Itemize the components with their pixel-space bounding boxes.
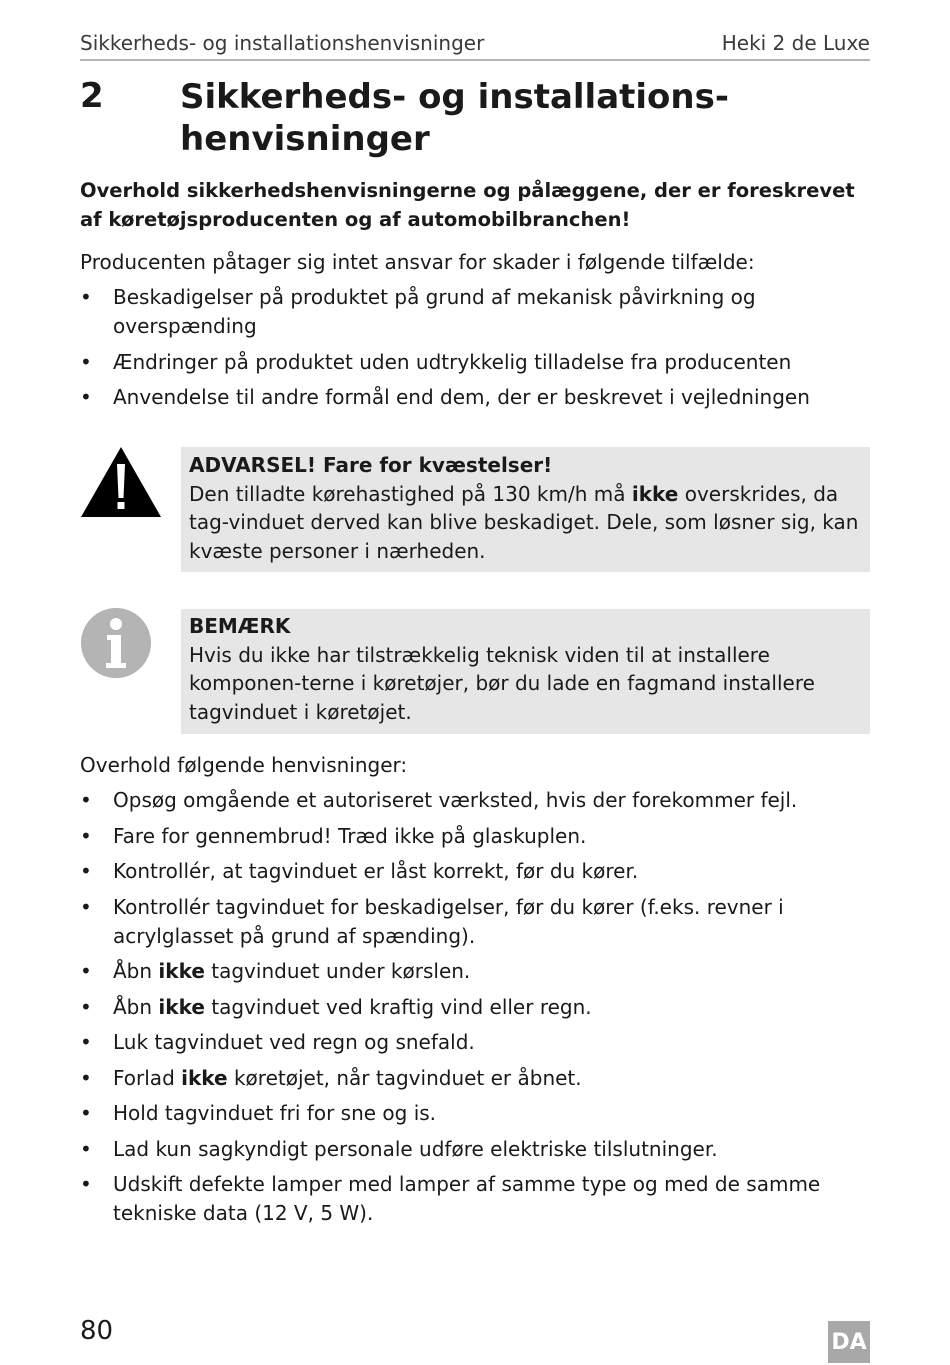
list-item: • Forlad ikke køretøjet, når tagvinduet er åbnet. (80, 1064, 875, 1093)
list-item: • Åbn ikke tagvinduet under kørslen. (80, 957, 875, 986)
lead-instruction: Overhold sikkerhedshenvisningerne og pålæggene, der er foreskrevet af køretøjsproducenten og af automobilbranchen! (80, 179, 855, 231)
list-item: • Åbn ikke tagvinduet ved kraftig vind eller regn. (80, 993, 875, 1022)
bullet: • (80, 894, 92, 919)
warning-box (181, 447, 870, 572)
section-title-line-2: henvisninger (180, 119, 430, 159)
bullet: • (80, 959, 92, 983)
list-item: • Anvendelse til andre formål end dem, der er beskrevet i vejledningen (80, 383, 875, 412)
warning-title: ADVARSEL! Fare for kvæstelser! (189, 453, 553, 477)
bullet: • (80, 349, 92, 374)
bullet: • (80, 1136, 92, 1161)
list-item: • Lad kun sagkyndigt personale udføre elektriske tilslutninger. (80, 1135, 875, 1164)
bullet: • (80, 385, 92, 409)
bullet: • (80, 1065, 92, 1090)
list-item: • Fare for gennembrud! Træd ikke på glaskuplen. (80, 822, 875, 851)
info-icon (80, 607, 152, 679)
bullet: • (80, 994, 92, 1019)
list-item: • Ændringer på produktet uden udtrykkelig tilladelse fra producenten (80, 348, 875, 377)
warning-text: Den tilladte kørehastighed på 130 km/h må ikke overskrides, da tag-vinduet derved kan blive beskadiget. Dele, som løsner sig, kan kvæste personer i nærheden. (189, 481, 859, 563)
section-title (180, 76, 820, 160)
page-number: 80 (80, 1316, 114, 1346)
list-item: • Luk tagvinduet ved regn og snefald. (80, 1028, 875, 1057)
note-box (181, 609, 870, 734)
list-item: • Kontrollér tagvinduet for beskadigelser, før du kører (f.eks. revner i acrylglasset på grund af spænding). (80, 894, 784, 948)
bullet: • (80, 1101, 92, 1125)
note-title: BEMÆRK (189, 614, 291, 638)
page-header (80, 29, 870, 61)
instructions-intro: Overhold følgende henvisninger: (80, 753, 408, 777)
bullet: • (80, 1172, 92, 1196)
bullet: • (80, 285, 92, 309)
section-title-line-1: Sikkerheds- og installations- (180, 77, 729, 117)
instructions-list (80, 786, 875, 1235)
note-text: Hvis du ikke har tilstrækkelig teknisk viden til at installere komponen-terne i køretøjer, bør du lade en fagmand installere tagvinduet i køretøjet. (189, 642, 815, 724)
list-item: • Kontrollér, at tagvinduet er låst korrekt, før du kører. (80, 857, 875, 886)
header-section-title: Sikkerheds- og installationshenvisninger (80, 31, 485, 55)
list-item: • Udskift defekte lamper med lamper af samme type og med de samme tekniske data (12 V, 5 W). (80, 1172, 821, 1225)
list-item: • Beskadigelser på produktet på grund af mekanisk påvirkning og overspænding (80, 285, 756, 338)
bullet: • (80, 1030, 92, 1054)
liability-intro: Producenten påtager sig intet ansvar for skader i følgende tilfælde: (80, 250, 755, 274)
section-number: 2 (80, 76, 104, 116)
language-badge: DA (828, 1321, 870, 1363)
liability-list (80, 283, 875, 419)
list-item: • Hold tagvinduet fri for sne og is. (80, 1099, 875, 1128)
bullet: • (80, 859, 92, 883)
bullet: • (80, 788, 92, 812)
list-item: • Opsøg omgående et autoriseret værksted, hvis der forekommer fejl. (80, 786, 875, 815)
header-product-name: Heki 2 de Luxe (721, 31, 870, 55)
bullet: • (80, 823, 92, 848)
warning-triangle-icon (80, 446, 162, 518)
